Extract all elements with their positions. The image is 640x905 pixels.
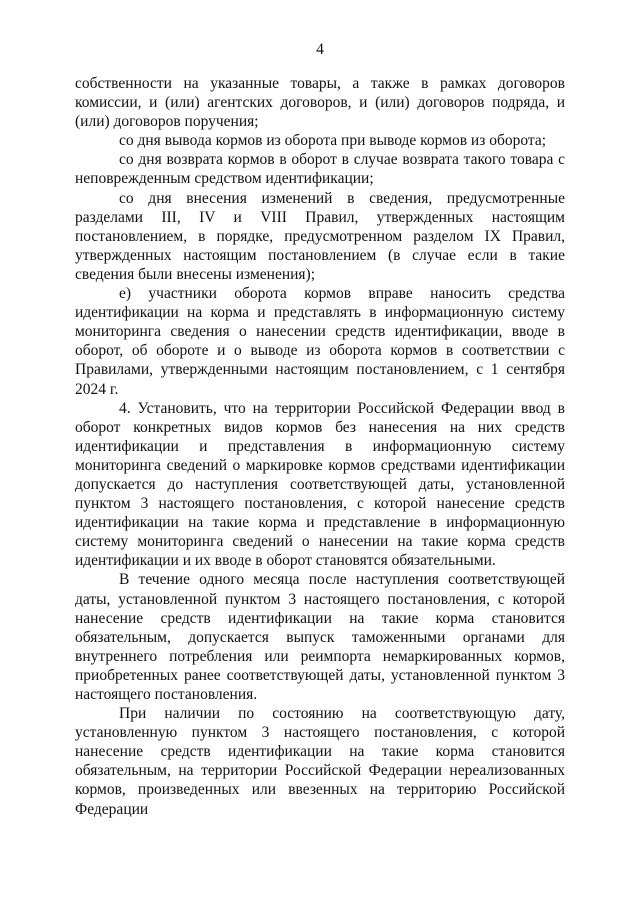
page-number: 4	[316, 41, 324, 58]
paragraph: со дня возврата кормов в оборот в случае возврата такого товара с неповрежденным средством идентификации;	[75, 151, 565, 188]
paragraph: При наличии по состоянию на соответствующую дату, установленную пунктом 3 настоящего постановления, с которой нанесение средств идентификации на такие корма становится обязательным, на территории Российской Федерации нереализованных кормов, произведенных или ввезенных на территорию Российской Федерации	[75, 705, 565, 818]
paragraph: В течение одного месяца после наступления соответствующей даты, установленной пунктом 3 настоящего постановления, с которой нанесение средств идентификации на такие корма становится обязательным, допускается выпуск таможенными органами для внутреннего потребления или реимпорта немаркированных кормов, приобретенных ранее соответствующей даты, установленной пунктом 3 настоящего постановления.	[75, 571, 565, 703]
paragraph: со дня вывода кормов из оборота при выводе кормов из оборота;	[119, 132, 547, 150]
paragraph: е) участники оборота кормов вправе наносить средства идентификации на корма и представлять в информационную систему мониторинга сведения о нанесении средств идентификации, вводе в оборот, об обороте и о выводе из оборота кормов в соответствии с Правилами, утвержденными настоящим постановлением, с 1 сентября 2024 г.	[75, 285, 565, 398]
paragraph: со дня внесения изменений в сведения, предусмотренные разделами III, IV и VIII Правил, утвержденных настоящим постановлением, в порядке, предусмотренном разделом IX Правил, утвержденных настоящим постановлением (в случае если в такие сведения были внесены изменения);	[75, 189, 565, 283]
paragraph: 4. Установить, что на территории Российской Федерации ввод в оборот конкретных видов кормов без нанесения на них средств идентификации и представления в информационную систему мониторинга сведений о маркировке кормов средствами идентификации допускается до наступления соответствующей даты, установленной пунктом 3 настоящего постановления, с которой нанесение средств идентификации на такие корма и представление в информационную систему мониторинга сведений о нанесении на такие корма средств идентификации и их вводе в оборот становятся обязательными.	[75, 399, 565, 570]
document-body	[75, 74, 565, 819]
paragraph-continuation: собственности на указанные товары, а также в рамках договоров комиссии, и (или) агентских договоров, и (или) договоров подряда, и (или) договоров поручения;	[75, 75, 565, 131]
